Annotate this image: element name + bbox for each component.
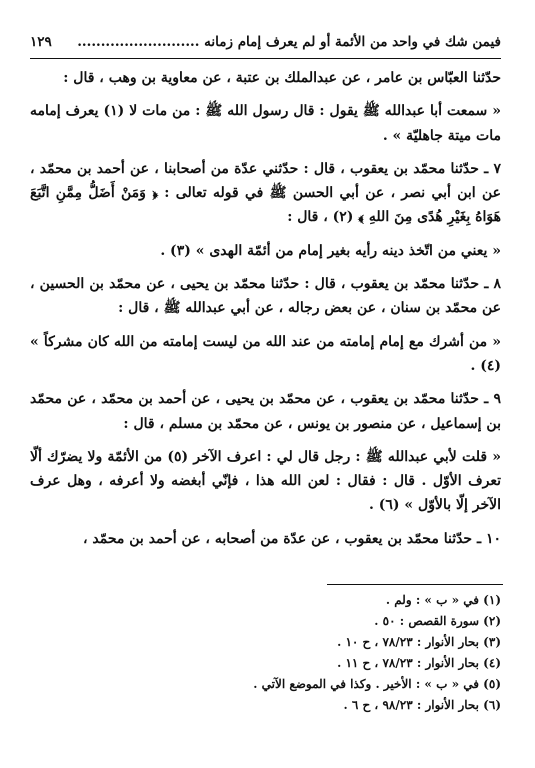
footnote: (٣) بحار الأنوار : ٧٨/٢٣ ، ح ١٠ . — [337, 635, 501, 649]
footnotes — [171, 590, 501, 716]
footnote: (٥) في « ب » : الأخير . وكذا في الموضع الآتي . — [253, 677, 501, 691]
footnote: (٦) بحار الأنوار : ٩٨/٢٣ ، ح ٦ . — [343, 698, 501, 712]
paragraph: ٩ ـ حدّثنا محمّد بن يعقوب ، عن محمّد بن يحيى ، عن أحمد بن محمّد ، عن محمّد بن إسماعيل ، عن منصور بن يونس ، عن محمّد بن مسلم ، قال : — [30, 391, 501, 432]
footnote: (٤) بحار الأنوار : ٧٨/٢٣ ، ح ١١ . — [337, 656, 501, 670]
footnote: (٢) سورة القصص : ٥٠ . — [374, 614, 501, 628]
page-header — [30, 28, 501, 59]
paragraph: « يعني من اتّخذ دينه رأيه بغير إمام من أئمّة الهدى » (٣) . — [160, 242, 501, 259]
paragraph: ٨ ـ حدّثنا محمّد بن يعقوب ، قال : حدّثنا محمّد بن يحيى ، عن محمّد بن الحسين ، عن محمّد بن سنان ، عن بعض رجاله ، عن أبي عبدالله ﷺ ، قال : — [30, 276, 501, 317]
paragraph: « قلت لأبي عبدالله ﷺ : رجل قال لي : اعرف الآخر (٥) من الأئمّة ولا يضرّك ألّا تعرف الأوّل . قال : فقال : لعن الله هذا ، فإنّي أبغضه ولا أعرفه ، وهل عرف الآخر إلّا بالأوّل » (٦) . — [30, 448, 501, 514]
paragraph: ١٠ ـ حدّثنا محمّد بن يعقوب ، عن عدّة من أصحابه ، عن أحمد بن محمّد ، — [83, 530, 501, 547]
paragraph: « سمعت أبا عبدالله ﷺ يقول : قال رسول الله ﷺ : من مات لا (١) يعرف إمامه مات ميتة جاهليّة » . — [30, 103, 501, 144]
main-text — [30, 66, 501, 551]
paragraph: ٧ ـ حدّثنا محمّد بن يعقوب ، قال : حدّثني عدّة من أصحابنا ، عن أحمد بن محمّد ، عن ابن أبي نصر ، عن أبي الحسن ﷺ في قوله تعالى : ﴿ وَمَنْ أَضَلُّ مِمَّنِ اتَّبَعَ هَوَاهُ بِغَيْرِ هُدًى مِنَ اللهِ ﴾ (٢) ، قال : — [30, 160, 501, 226]
page-number: ١٢٩ — [30, 34, 52, 50]
footnote-separator — [327, 584, 503, 585]
paragraph: حدّثنا العبّاس بن عامر ، عن عبدالملك بن عتبة ، عن معاوية بن وهب ، قال : — [63, 70, 501, 86]
running-title: فيمن شك في واحد من الأئمة أو لم يعرف إمام زمانه .......................... — [77, 34, 501, 50]
footnote: (١) في « ب » : ولم . — [385, 593, 501, 607]
paragraph: « من أشرك مع إمام إمامته من عند الله من ليست إمامته من الله كان مشركاً » (٤) . — [30, 333, 501, 374]
